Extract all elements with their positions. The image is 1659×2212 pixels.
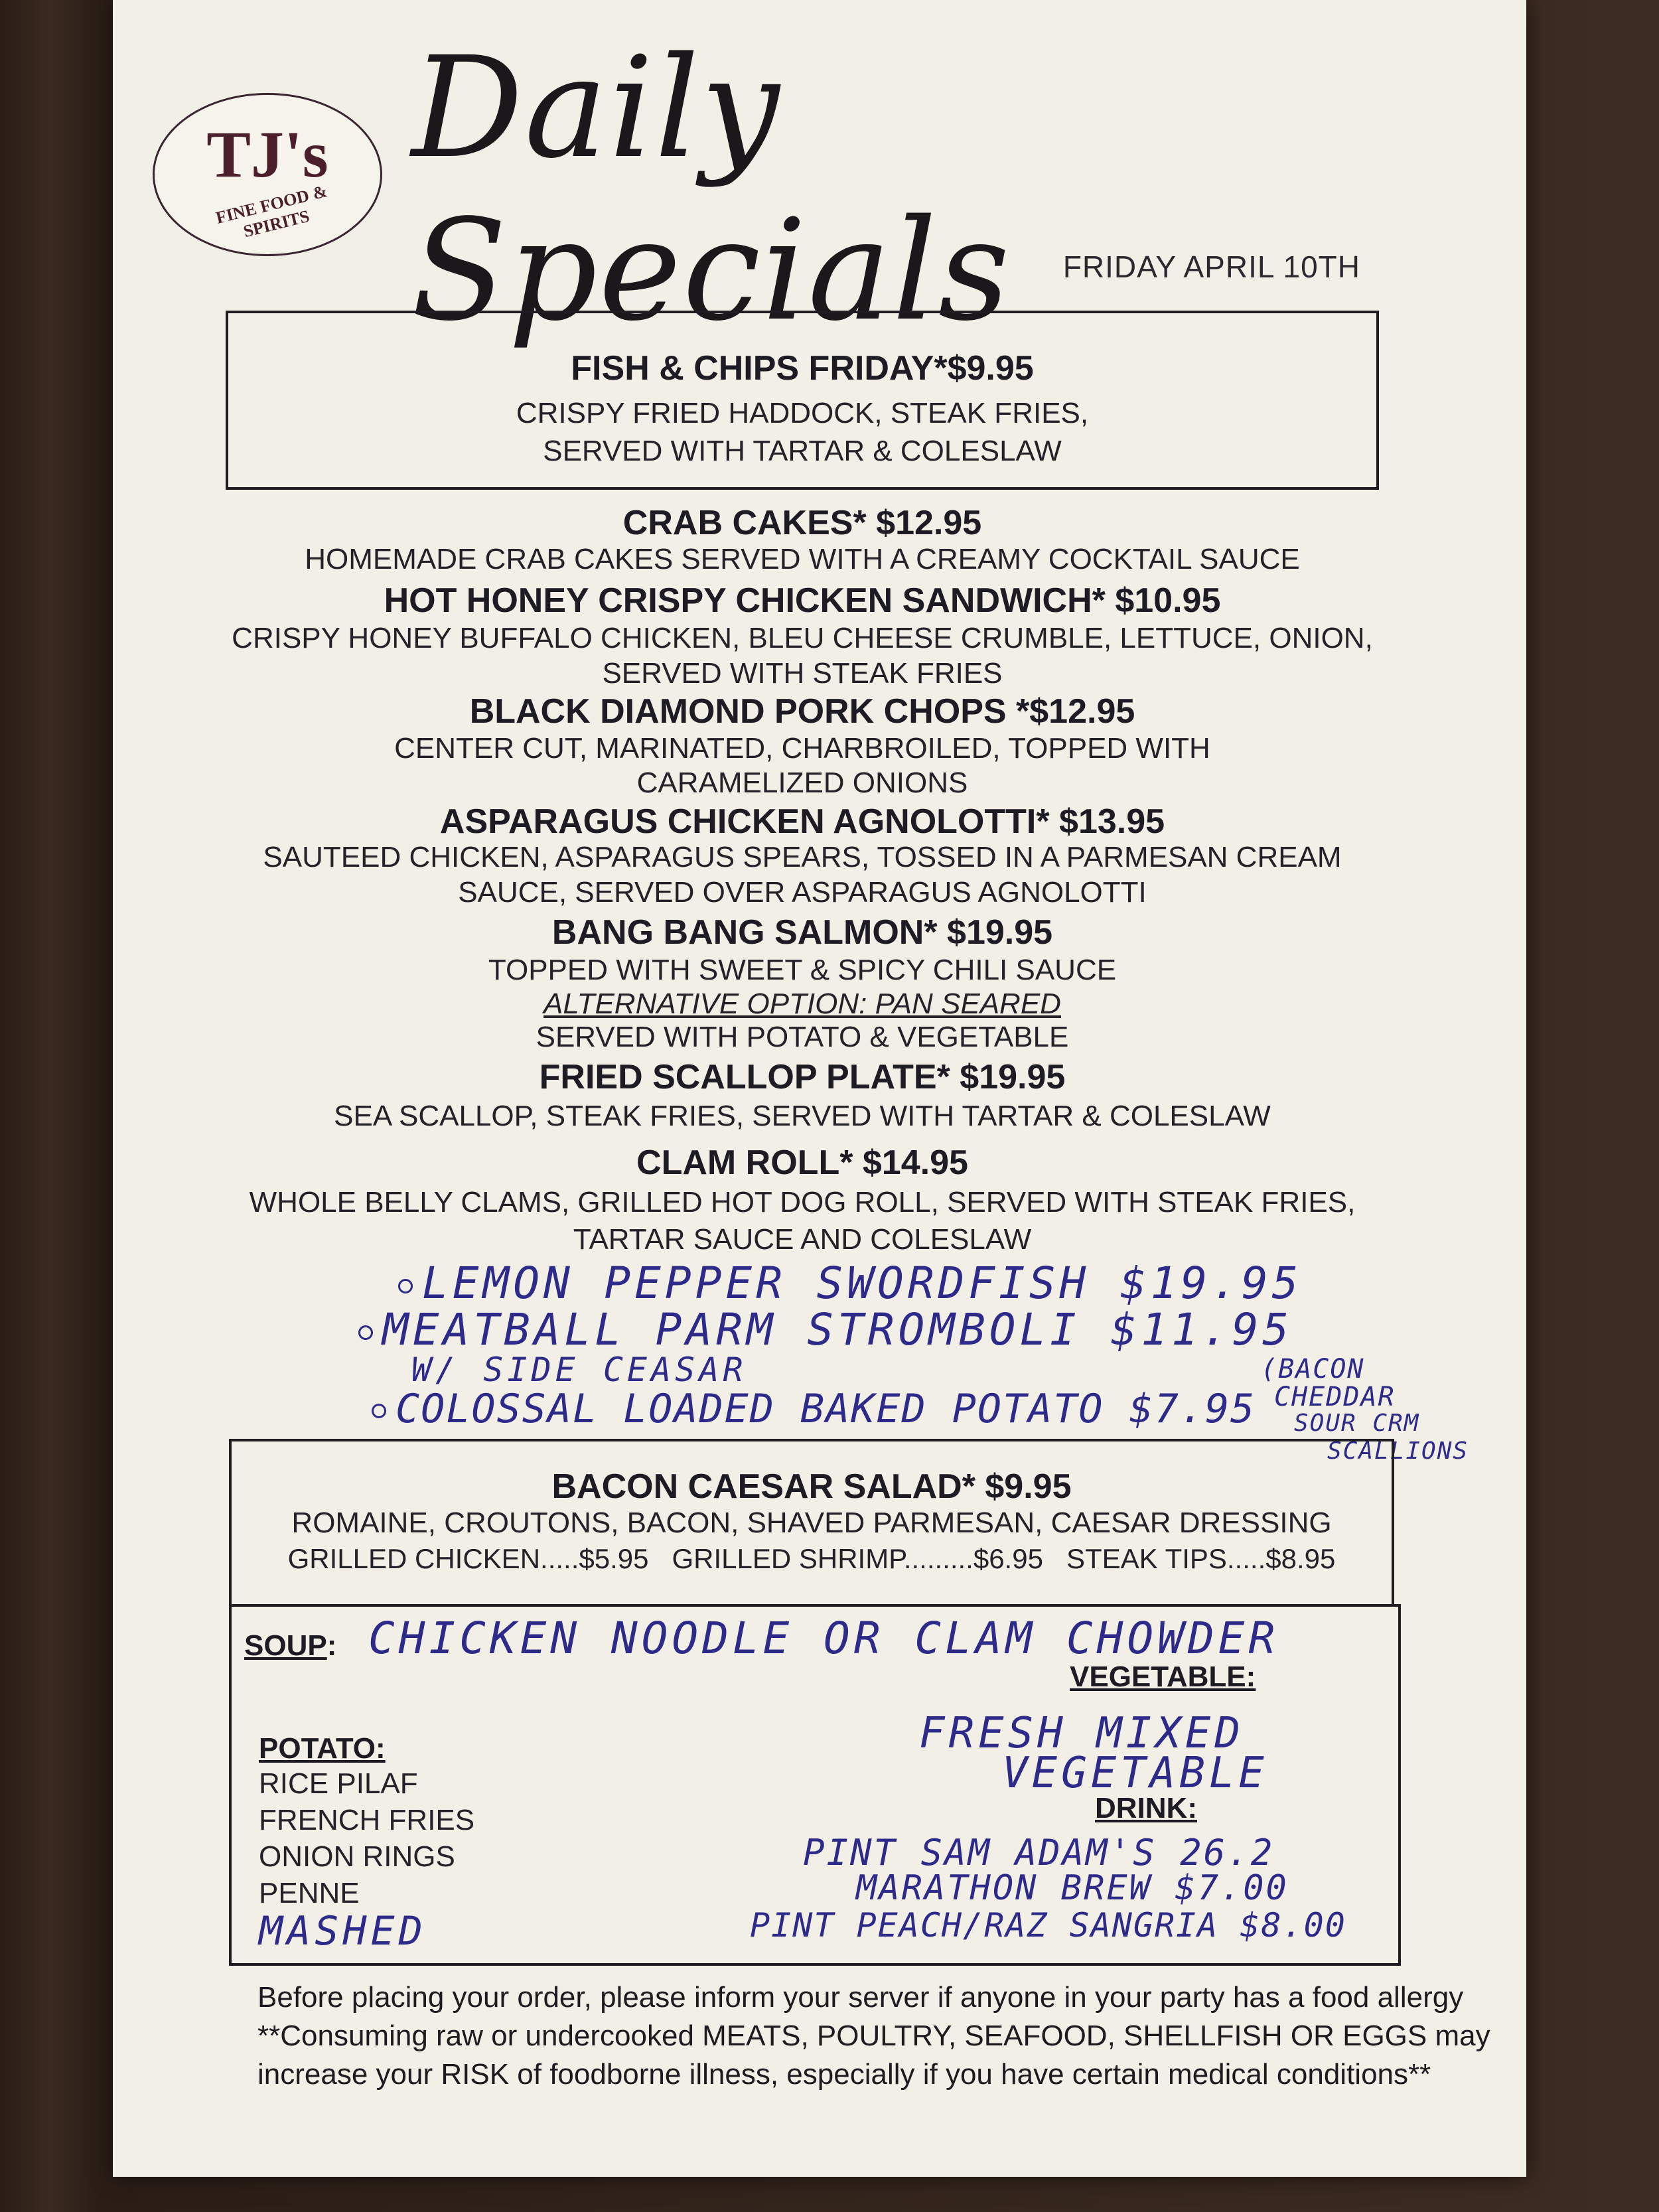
page-title: Daily Specials — [411, 27, 1011, 352]
special-description: HOMEMADE CRAB CAKES SERVED WITH A CREAMY COCKTAIL SAUCE — [305, 543, 1300, 575]
drink-item: MARATHON BREW $7.00 — [856, 1868, 1289, 1908]
special-heading: BLACK DIAMOND PORK CHOPS *$12.95 — [469, 692, 1135, 731]
bullet-icon — [358, 1325, 373, 1340]
special-description: WHOLE BELLY CLAMS, GRILLED HOT DOG ROLL, SERVED WITH STEAK FRIES, — [249, 1186, 1356, 1218]
special-heading: FRIED SCALLOP PLATE* $19.95 — [539, 1058, 1066, 1096]
handwritten-special-text: MEATBALL PARM STROMBOLI $11.95 — [382, 1304, 1293, 1355]
potato-option-handwritten: MASHED — [259, 1908, 427, 1954]
restaurant-logo — [153, 93, 382, 256]
special-heading: CLAM ROLL* $14.95 — [636, 1143, 968, 1182]
special-description: TARTAR SAUCE AND COLESLAW — [573, 1223, 1032, 1256]
handwritten-special — [372, 1386, 1256, 1432]
special-description: SERVED WITH STEAK FRIES — [602, 657, 1003, 690]
handwritten-special — [398, 1258, 1302, 1309]
special-heading: BANG BANG SALMON* $19.95 — [551, 913, 1053, 952]
special-alternative: ALTERNATIVE OPTION: PAN SEARED — [543, 988, 1061, 1020]
feature-heading: FISH & CHIPS FRIDAY*$9.95 — [571, 349, 1034, 388]
special-description: CARAMELIZED ONIONS — [636, 767, 968, 799]
potato-label: POTATO: — [259, 1732, 386, 1765]
soup-value: CHICKEN NOODLE OR CLAM CHOWDER — [368, 1613, 1279, 1664]
handwritten-special — [358, 1304, 1293, 1355]
special-heading: CRAB CAKES* $12.95 — [622, 504, 982, 542]
salad-addons: GRILLED CHICKEN.....$5.95 GRILLED SHRIMP.........$6.95 STEAK TIPS.....$8.95 — [287, 1543, 1336, 1574]
salad-heading: BACON CAESAR SALAD* $9.95 — [551, 1467, 1072, 1506]
soup-colon: : — [326, 1629, 337, 1662]
consumption-warning: increase your RISK of foodborne illness, especially if you have certain medical conditions** — [257, 2058, 1431, 2091]
special-description: SAUCE, SERVED OVER ASPARAGUS AGNOLOTTI — [458, 876, 1147, 909]
handwritten-note: (BACON — [1261, 1354, 1365, 1384]
vegetable-value: FRESH MIXED — [919, 1709, 1244, 1758]
drink-item: PINT PEACH/RAZ SANGRIA $8.00 — [750, 1906, 1346, 1945]
vegetable-value: VEGETABLE — [1002, 1749, 1268, 1798]
special-description: CRISPY HONEY BUFFALO CHICKEN, BLEU CHEESE CRUMBLE, LETTUCE, ONION, — [232, 622, 1373, 654]
bullet-icon — [398, 1279, 413, 1293]
vegetable-label: VEGETABLE: — [1070, 1660, 1256, 1693]
soup-label: SOUP — [244, 1629, 327, 1662]
handwritten-special-text: COLOSSAL LOADED BAKED POTATO $7.95 — [396, 1386, 1256, 1432]
special-heading: HOT HONEY CRISPY CHICKEN SANDWICH* $10.95 — [384, 581, 1221, 620]
logo-tagline: FINE FOOD & SPIRITS — [214, 181, 330, 242]
special-description: SAUTEED CHICKEN, ASPARAGUS SPEARS, TOSSED IN A PARMESAN CREAM — [263, 841, 1342, 873]
drink-item: PINT SAM ADAM'S 26.2 — [803, 1832, 1275, 1874]
special-description: SERVED WITH POTATO & VEGETABLE — [536, 1021, 1069, 1053]
potato-option: RICE PILAF — [259, 1767, 418, 1800]
logo-name: TJ's — [206, 117, 328, 191]
feature-line-1: CRISPY FRIED HADDOCK, STEAK FRIES, — [516, 397, 1089, 429]
special-heading: ASPARAGUS CHICKEN AGNOLOTTI* $13.95 — [439, 802, 1165, 841]
handwritten-special-text: LEMON PEPPER SWORDFISH $19.95 — [422, 1258, 1303, 1309]
drink-label: DRINK: — [1095, 1792, 1197, 1824]
handwritten-note: SCALLIONS — [1327, 1438, 1469, 1465]
handwritten-note: W/ SIDE CEASAR — [411, 1351, 747, 1389]
potato-option: FRENCH FRIES — [259, 1804, 475, 1836]
potato-option: ONION RINGS — [259, 1840, 455, 1873]
handwritten-note: SOUR CRM — [1294, 1410, 1420, 1437]
special-description: SEA SCALLOP, STEAK FRIES, SERVED WITH TARTAR & COLESLAW — [334, 1100, 1271, 1132]
consumption-warning: **Consuming raw or undercooked MEATS, POULTRY, SEAFOOD, SHELLFISH OR EGGS may — [257, 2020, 1490, 2052]
soup-row — [244, 1629, 336, 1662]
special-description: CENTER CUT, MARINATED, CHARBROILED, TOPPED WITH — [394, 732, 1210, 765]
potato-option: PENNE — [259, 1877, 360, 1909]
handwritten-note: CHEDDAR — [1274, 1382, 1396, 1412]
salad-description: ROMAINE, CROUTONS, BACON, SHAVED PARMESAN, CAESAR DRESSING — [291, 1507, 1332, 1539]
menu-date: FRIDAY APRIL 10TH — [1062, 250, 1360, 284]
allergy-notice: Before placing your order, please inform your server if anyone in your party has a food allergy — [257, 1981, 1464, 2014]
special-description: TOPPED WITH SWEET & SPICY CHILI SAUCE — [488, 954, 1117, 986]
bullet-icon — [372, 1404, 386, 1418]
feature-line-2: SERVED WITH TARTAR & COLESLAW — [543, 435, 1062, 467]
